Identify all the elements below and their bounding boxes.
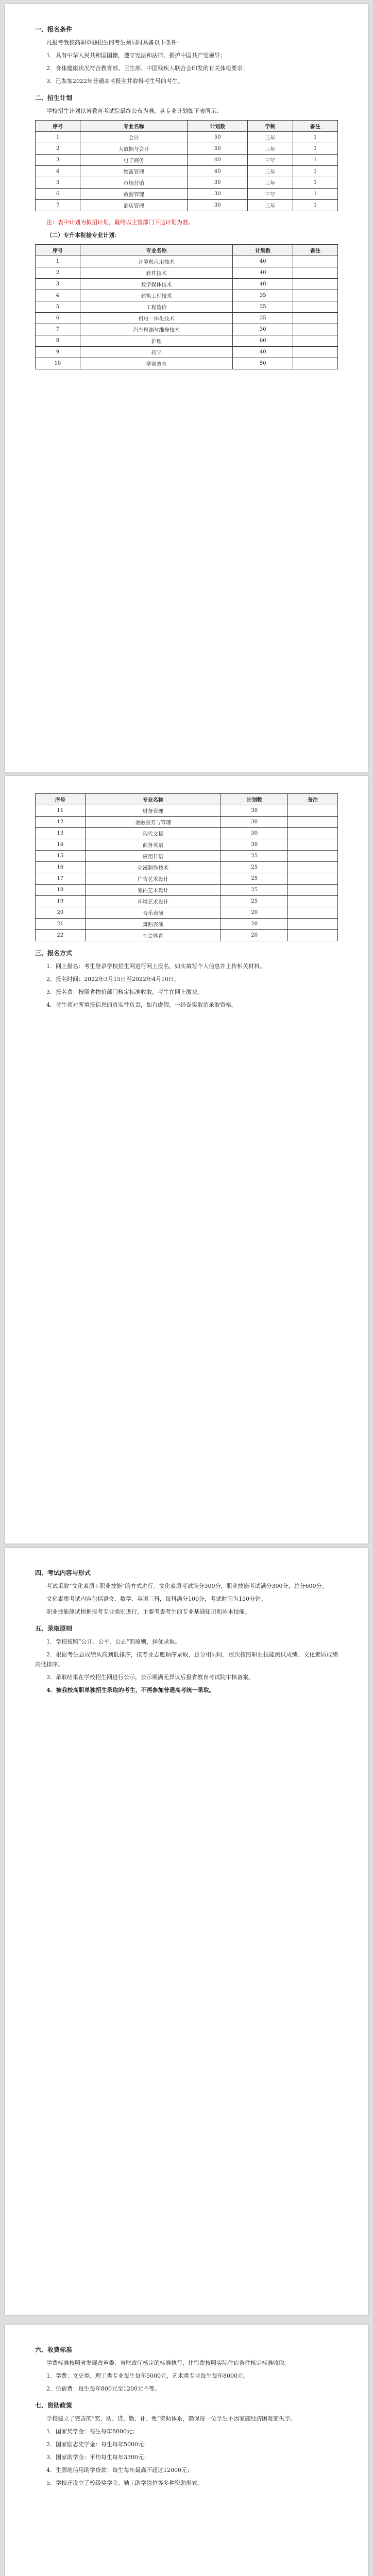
document-page-3 [5, 1548, 368, 2315]
plan-table-1 [35, 120, 338, 211]
table-row [36, 907, 338, 919]
table-cell: 三年 [248, 177, 293, 189]
table-cell [293, 347, 338, 358]
table-cell: 4 [36, 290, 80, 301]
table-header: 专业名称 [80, 121, 188, 132]
document-page-1 [5, 4, 368, 772]
table-cell: 15 [36, 851, 86, 862]
table-header: 备注 [288, 794, 338, 805]
paragraph: 2．根据考生总成绩从高到低排序，按专业志愿顺序录取，总分相同时，依次按照职业技能测试成绩、文化素质成绩高低排序。 [35, 1651, 338, 1668]
table-note: 注：表中计划为拟招计划，最终以主管部门下达计划为准。 [46, 219, 194, 226]
table-cell: 三年 [248, 155, 293, 166]
plan-table-3 [35, 793, 338, 941]
table-row [36, 279, 338, 290]
table-cell: 21 [36, 919, 86, 930]
table-cell: 应用日语 [85, 851, 221, 862]
table-row [36, 805, 338, 817]
paragraph: 3．报名费：按照省物价部门核定标准收取，考生在网上缴费。 [46, 989, 203, 995]
table-cell: 40 [188, 166, 248, 177]
section-title: 三、报名方式 [35, 950, 73, 957]
table-cell: 60 [233, 335, 293, 347]
table-cell: 50 [233, 358, 293, 369]
table-cell: 汽车检测与维修技术 [80, 324, 232, 335]
table-cell: 市场营销 [80, 177, 188, 189]
table-cell: 三年 [248, 166, 293, 177]
table-cell [293, 313, 338, 324]
table-cell: 工程造价 [80, 301, 232, 313]
table-row [36, 301, 338, 313]
table-cell: 30 [221, 805, 288, 817]
table-header: 专业名称 [85, 794, 221, 805]
paragraph: 考试采取“文化素质+职业技能”的方式进行。文化素质考试满分300分，职业技能考试满分300分，总分600分。 [46, 1583, 328, 1589]
table-row [36, 930, 338, 941]
table-cell: 20 [36, 907, 86, 919]
plan-table-2 [35, 244, 338, 369]
table-cell: 动漫制作技术 [85, 862, 221, 873]
paragraph: （二）专升本衔接专业计划： [46, 232, 120, 239]
table-cell: 30 [221, 839, 288, 851]
table-cell [288, 851, 338, 862]
table-row [36, 155, 338, 166]
table-cell [288, 862, 338, 873]
table-cell: 室内艺术设计 [85, 885, 221, 896]
section-title: 五、录取原则 [35, 1625, 73, 1632]
table-cell: 14 [36, 839, 86, 851]
table-row [36, 324, 338, 335]
table-cell: 7 [36, 200, 80, 211]
table-cell: 商务英语 [85, 839, 221, 851]
paragraph: 1．国家奖学金：每生每年8000元； [46, 2428, 138, 2435]
table-cell: 30 [233, 324, 293, 335]
paragraph: 学费标准按照省发展改革委、省财政厅核定的标准执行，住宿费按照实际住宿条件核定标准收取。 [46, 2360, 290, 2366]
table-cell: 40 [233, 256, 293, 267]
table-cell: 6 [36, 313, 80, 324]
paragraph: 2．住宿费：每生每年800元至1200元不等。 [46, 2385, 160, 2392]
table-cell: 3 [36, 279, 80, 290]
table-cell: 50 [188, 132, 248, 143]
document-page-4 [5, 2325, 368, 2576]
table-header: 序号 [36, 794, 86, 805]
table-cell: 35 [233, 313, 293, 324]
table-cell: 25 [221, 873, 288, 885]
table-row [36, 313, 338, 324]
table-row [36, 132, 338, 143]
table-row [36, 335, 338, 347]
table-cell: 30 [221, 817, 288, 828]
table-cell [293, 279, 338, 290]
table-cell: 三年 [248, 189, 293, 200]
table-cell: 5 [36, 177, 80, 189]
table-cell: 会计 [80, 132, 188, 143]
table-cell: 16 [36, 862, 86, 873]
table-cell: 建筑工程技术 [80, 290, 232, 301]
table-cell: 2 [36, 143, 80, 155]
paragraph: 3．国家助学金：平均每生每年3300元； [46, 2454, 149, 2461]
table-row [36, 358, 338, 369]
table-cell: 1 [293, 200, 337, 211]
table-cell: 13 [36, 828, 86, 839]
table-cell: 1 [36, 132, 80, 143]
table-cell: 三年 [248, 143, 293, 155]
table-cell [293, 358, 338, 369]
paragraph: 3．已参加2022年普通高考报名并取得考生号的考生。 [46, 78, 183, 84]
table-cell: 计算机应用技术 [80, 256, 232, 267]
paragraph: 3．录取结果在学校招生网进行公示，公示期满无异议后报省教育考试院审核备案。 [46, 1674, 254, 1681]
table-cell: 25 [221, 896, 288, 907]
paragraph: 文化素质考试内容包括语文、数学、英语三科，每科满分100分，考试时间为150分钟。 [46, 1596, 266, 1602]
table-cell: 电子商务 [80, 155, 188, 166]
table-cell: 物流管理 [80, 166, 188, 177]
table-cell [288, 907, 338, 919]
table-cell: 18 [36, 885, 86, 896]
table-cell [288, 896, 338, 907]
table-cell: 35 [233, 290, 293, 301]
table-row [36, 896, 338, 907]
table-cell: 7 [36, 324, 80, 335]
table-cell: 现代文秘 [85, 828, 221, 839]
table-cell: 17 [36, 873, 86, 885]
table-cell [288, 930, 338, 941]
table-header: 备注 [293, 121, 337, 132]
table-cell: 环境艺术设计 [85, 896, 221, 907]
table-header: 学制 [248, 121, 293, 132]
paragraph: 5．学校还设立了校级奖学金、勤工助学岗位等多种资助形式。 [46, 2480, 203, 2486]
table-cell: 金融服务与管理 [85, 817, 221, 828]
table-cell: 30 [188, 177, 248, 189]
paragraph: 凡报考我校高职单独招生的考生须同时具备以下条件： [46, 39, 182, 46]
section-title: 七、资助政策 [35, 2402, 73, 2409]
table-cell: 三年 [248, 132, 293, 143]
table-cell: 大数据与会计 [80, 143, 188, 155]
paragraph: 学校建立了完善的“奖、助、贷、勤、补、免”资助体系，确保每一位学生不因家庭经济困难而失学。 [46, 2415, 296, 2422]
table-cell: 社会体育 [85, 930, 221, 941]
table-cell: 19 [36, 896, 86, 907]
table-cell: 6 [36, 189, 80, 200]
table-row [36, 290, 338, 301]
table-cell: 1 [293, 143, 337, 155]
table-row [36, 919, 338, 930]
paragraph: 4．生源地信用助学贷款：每生每年最高不超过12000元； [46, 2467, 193, 2473]
table-cell [288, 828, 338, 839]
table-cell: 20 [221, 919, 288, 930]
table-cell: 8 [36, 335, 80, 347]
section-title: 六、收费标准 [35, 2346, 73, 2353]
table-cell: 40 [233, 347, 293, 358]
table-cell: 3 [36, 155, 80, 166]
table-cell: 数字媒体技术 [80, 279, 232, 290]
paragraph: 学校招生计划以省教育考试院最终公布为准，各专业计划如下表所示： [46, 108, 222, 114]
table-cell: 护理 [80, 335, 232, 347]
section-title: 四、考试内容与形式 [35, 1569, 91, 1577]
table-cell: 25 [221, 885, 288, 896]
table-cell: 1 [293, 189, 337, 200]
table-header: 序号 [36, 121, 80, 132]
table-cell [293, 324, 338, 335]
table-cell [288, 805, 338, 817]
table-cell [293, 267, 338, 279]
table-cell: 12 [36, 817, 86, 828]
paragraph: 2．报名时间：2022年3月15日至2022年4月10日。 [46, 976, 180, 982]
table-cell [293, 290, 338, 301]
table-cell: 财务管理 [85, 805, 221, 817]
table-row [36, 267, 338, 279]
table-cell: 舞蹈表演 [85, 919, 221, 930]
paragraph: 2．国家励志奖学金：每生每年5000元； [46, 2441, 149, 2448]
table-cell: 20 [221, 907, 288, 919]
table-cell: 音乐表演 [85, 907, 221, 919]
table-cell: 机电一体化技术 [80, 313, 232, 324]
table-header: 计划数 [221, 794, 288, 805]
table-cell: 40 [233, 267, 293, 279]
table-row [36, 828, 338, 839]
table-cell: 30 [188, 189, 248, 200]
table-cell: 11 [36, 805, 86, 817]
paragraph: 1．具有中华人民共和国国籍，遵守宪法和法律，拥护中国共产党领导； [46, 52, 226, 59]
table-cell: 1 [293, 166, 337, 177]
table-cell: 35 [233, 301, 293, 313]
table-cell: 50 [188, 143, 248, 155]
table-header: 专业名称 [80, 245, 232, 256]
table-cell: 9 [36, 347, 80, 358]
table-cell: 40 [188, 155, 248, 166]
table-row [36, 347, 338, 358]
table-cell: 40 [233, 279, 293, 290]
paragraph: 2．身体健康状况符合教育部、卫生部、中国残疾人联合会印发的有关体检要求； [46, 65, 248, 72]
table-cell [288, 885, 338, 896]
section-title: 一、报名条件 [35, 26, 73, 33]
table-cell [288, 919, 338, 930]
table-row [36, 200, 338, 211]
table-cell: 三年 [248, 200, 293, 211]
table-row [36, 839, 338, 851]
table-cell [288, 873, 338, 885]
table-cell: 10 [36, 358, 80, 369]
table-row [36, 851, 338, 862]
section-title: 二、招生计划 [35, 94, 73, 101]
table-header: 计划数 [188, 121, 248, 132]
table-header: 序号 [36, 245, 80, 256]
table-cell: 2 [36, 267, 80, 279]
table-cell: 4 [36, 166, 80, 177]
table-cell [293, 301, 338, 313]
table-cell [288, 839, 338, 851]
paragraph: 1．学费：文史类、理工类专业每生每年5000元，艺术类专业每生每年8000元。 [46, 2372, 249, 2379]
table-cell: 30 [221, 828, 288, 839]
table-cell: 酒店管理 [80, 200, 188, 211]
paragraph: 职业技能测试根据报考专业类别进行，主要考查考生的专业基础知识和基本技能。 [46, 1608, 250, 1615]
table-row [36, 817, 338, 828]
table-row [36, 862, 338, 873]
table-header: 备注 [293, 245, 338, 256]
table-cell: 5 [36, 301, 80, 313]
paragraph: 4．被我校高职单独招生录取的考生，不再参加普通高考统一录取。 [46, 1687, 215, 1693]
table-cell: 1 [293, 155, 337, 166]
table-row [36, 143, 338, 155]
table-row [36, 189, 338, 200]
paragraph: 4．考生须对所填报信息的真实性负责，如有虚假，一经查实取消录取资格。 [46, 1002, 237, 1008]
table-cell: 旅游管理 [80, 189, 188, 200]
table-cell: 20 [221, 930, 288, 941]
table-cell: 广告艺术设计 [85, 873, 221, 885]
table-cell: 学前教育 [80, 358, 232, 369]
table-cell: 25 [221, 862, 288, 873]
table-cell: 30 [188, 200, 248, 211]
table-cell: 1 [293, 177, 337, 189]
table-cell: 药学 [80, 347, 232, 358]
paragraph: 1．学校按照“公开、公平、公正”的原则，择优录取。 [46, 1638, 181, 1645]
table-cell [293, 335, 338, 347]
table-header: 计划数 [233, 245, 293, 256]
table-row [36, 166, 338, 177]
table-cell [288, 817, 338, 828]
table-row [36, 256, 338, 267]
table-row [36, 873, 338, 885]
table-cell: 软件技术 [80, 267, 232, 279]
table-row [36, 885, 338, 896]
table-row [36, 177, 338, 189]
table-cell: 22 [36, 930, 86, 941]
table-cell [293, 256, 338, 267]
table-cell: 25 [221, 851, 288, 862]
table-cell: 1 [293, 132, 337, 143]
document-page-2 [5, 776, 368, 1544]
paragraph: 1．网上报名：考生登录学校招生网进行网上报名，如实填写个人信息并上传相关材料。 [46, 963, 265, 970]
table-cell: 1 [36, 256, 80, 267]
